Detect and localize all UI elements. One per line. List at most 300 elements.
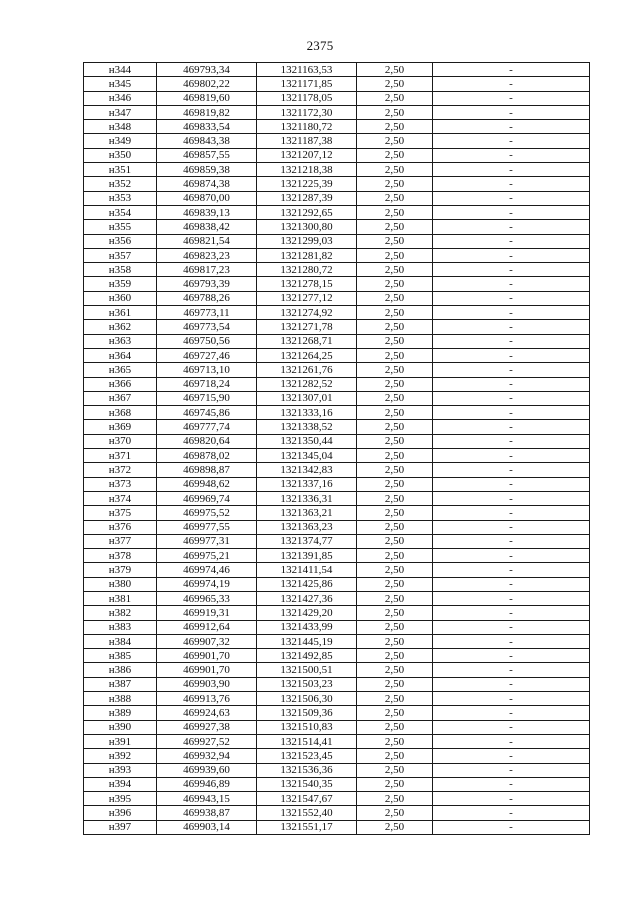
x-coordinate-cell: 469745,86	[157, 406, 257, 420]
point-id-cell: н385	[84, 649, 157, 663]
table-row	[84, 720, 590, 734]
point-id-cell: н397	[84, 820, 157, 834]
note-cell: -	[433, 348, 590, 362]
note-cell: -	[433, 663, 590, 677]
y-coordinate-cell: 1321342,83	[257, 463, 357, 477]
note-cell: -	[433, 506, 590, 520]
x-coordinate-cell: 469777,74	[157, 420, 257, 434]
y-coordinate-cell: 1321514,41	[257, 734, 357, 748]
point-id-cell: н345	[84, 77, 157, 91]
note-cell: -	[433, 91, 590, 105]
x-coordinate-cell: 469838,42	[157, 220, 257, 234]
note-cell: -	[433, 763, 590, 777]
x-coordinate-cell: 469870,00	[157, 191, 257, 205]
y-coordinate-cell: 1321292,65	[257, 205, 357, 219]
point-id-cell: н379	[84, 563, 157, 577]
accuracy-cell: 2,50	[357, 77, 433, 91]
x-coordinate-cell: 469727,46	[157, 348, 257, 362]
accuracy-cell: 2,50	[357, 449, 433, 463]
note-cell: -	[433, 248, 590, 262]
point-id-cell: н358	[84, 263, 157, 277]
x-coordinate-cell: 469977,55	[157, 520, 257, 534]
accuracy-cell: 2,50	[357, 191, 433, 205]
table-row	[84, 491, 590, 505]
accuracy-cell: 2,50	[357, 348, 433, 362]
y-coordinate-cell: 1321172,30	[257, 105, 357, 119]
table-row	[84, 606, 590, 620]
accuracy-cell: 2,50	[357, 777, 433, 791]
accuracy-cell: 2,50	[357, 563, 433, 577]
x-coordinate-cell: 469974,46	[157, 563, 257, 577]
accuracy-cell: 2,50	[357, 549, 433, 563]
table-row	[84, 563, 590, 577]
note-cell: -	[433, 63, 590, 77]
x-coordinate-cell: 469817,23	[157, 263, 257, 277]
table-row	[84, 391, 590, 405]
point-id-cell: н346	[84, 91, 157, 105]
accuracy-cell: 2,50	[357, 363, 433, 377]
table-row	[84, 534, 590, 548]
note-cell: -	[433, 820, 590, 834]
table-row	[84, 105, 590, 119]
x-coordinate-cell: 469969,74	[157, 491, 257, 505]
accuracy-cell: 2,50	[357, 692, 433, 706]
y-coordinate-cell: 1321500,51	[257, 663, 357, 677]
x-coordinate-cell: 469901,70	[157, 649, 257, 663]
x-coordinate-cell: 469843,38	[157, 134, 257, 148]
table-row	[84, 248, 590, 262]
table-row	[84, 191, 590, 205]
point-id-cell: н356	[84, 234, 157, 248]
x-coordinate-cell: 469821,54	[157, 234, 257, 248]
x-coordinate-cell: 469932,94	[157, 749, 257, 763]
table-row	[84, 134, 590, 148]
y-coordinate-cell: 1321281,82	[257, 248, 357, 262]
table-row	[84, 334, 590, 348]
y-coordinate-cell: 1321299,03	[257, 234, 357, 248]
x-coordinate-cell: 469819,60	[157, 91, 257, 105]
table-row	[84, 234, 590, 248]
y-coordinate-cell: 1321225,39	[257, 177, 357, 191]
accuracy-cell: 2,50	[357, 391, 433, 405]
accuracy-cell: 2,50	[357, 634, 433, 648]
point-id-cell: н372	[84, 463, 157, 477]
table-row	[84, 749, 590, 763]
note-cell: -	[433, 534, 590, 548]
point-id-cell: н362	[84, 320, 157, 334]
note-cell: -	[433, 491, 590, 505]
note-cell: -	[433, 620, 590, 634]
x-coordinate-cell: 469965,33	[157, 591, 257, 605]
y-coordinate-cell: 1321336,31	[257, 491, 357, 505]
x-coordinate-cell: 469820,64	[157, 434, 257, 448]
y-coordinate-cell: 1321278,15	[257, 277, 357, 291]
table-row	[84, 406, 590, 420]
x-coordinate-cell: 469718,24	[157, 377, 257, 391]
y-coordinate-cell: 1321350,44	[257, 434, 357, 448]
point-id-cell: н391	[84, 734, 157, 748]
table-row	[84, 377, 590, 391]
y-coordinate-cell: 1321536,36	[257, 763, 357, 777]
point-id-cell: н388	[84, 692, 157, 706]
table-row	[84, 506, 590, 520]
y-coordinate-cell: 1321163,53	[257, 63, 357, 77]
x-coordinate-cell: 469839,13	[157, 205, 257, 219]
y-coordinate-cell: 1321363,23	[257, 520, 357, 534]
table-row	[84, 577, 590, 591]
y-coordinate-cell: 1321425,86	[257, 577, 357, 591]
point-id-cell: н386	[84, 663, 157, 677]
point-id-cell: н375	[84, 506, 157, 520]
note-cell: -	[433, 449, 590, 463]
accuracy-cell: 2,50	[357, 463, 433, 477]
y-coordinate-cell: 1321510,83	[257, 720, 357, 734]
x-coordinate-cell: 469912,64	[157, 620, 257, 634]
accuracy-cell: 2,50	[357, 534, 433, 548]
y-coordinate-cell: 1321492,85	[257, 649, 357, 663]
accuracy-cell: 2,50	[357, 377, 433, 391]
accuracy-cell: 2,50	[357, 577, 433, 591]
y-coordinate-cell: 1321433,99	[257, 620, 357, 634]
note-cell: -	[433, 406, 590, 420]
accuracy-cell: 2,50	[357, 91, 433, 105]
accuracy-cell: 2,50	[357, 763, 433, 777]
note-cell: -	[433, 205, 590, 219]
table-row	[84, 277, 590, 291]
x-coordinate-cell: 469878,02	[157, 449, 257, 463]
x-coordinate-cell: 469773,11	[157, 306, 257, 320]
y-coordinate-cell: 1321551,17	[257, 820, 357, 834]
accuracy-cell: 2,50	[357, 734, 433, 748]
coordinates-table	[83, 62, 590, 835]
table-row	[84, 649, 590, 663]
table-row	[84, 120, 590, 134]
accuracy-cell: 2,50	[357, 291, 433, 305]
point-id-cell: н384	[84, 634, 157, 648]
note-cell: -	[433, 649, 590, 663]
y-coordinate-cell: 1321207,12	[257, 148, 357, 162]
table-row	[84, 520, 590, 534]
point-id-cell: н395	[84, 792, 157, 806]
accuracy-cell: 2,50	[357, 177, 433, 191]
x-coordinate-cell: 469833,54	[157, 120, 257, 134]
accuracy-cell: 2,50	[357, 120, 433, 134]
point-id-cell: н393	[84, 763, 157, 777]
note-cell: -	[433, 120, 590, 134]
y-coordinate-cell: 1321337,16	[257, 477, 357, 491]
point-id-cell: н390	[84, 720, 157, 734]
table-row	[84, 63, 590, 77]
y-coordinate-cell: 1321363,21	[257, 506, 357, 520]
note-cell: -	[433, 77, 590, 91]
y-coordinate-cell: 1321540,35	[257, 777, 357, 791]
y-coordinate-cell: 1321180,72	[257, 120, 357, 134]
note-cell: -	[433, 734, 590, 748]
x-coordinate-cell: 469974,19	[157, 577, 257, 591]
table-row	[84, 420, 590, 434]
page-number: 2375	[306, 38, 334, 53]
note-cell: -	[433, 606, 590, 620]
x-coordinate-cell: 469903,14	[157, 820, 257, 834]
accuracy-cell: 2,50	[357, 806, 433, 820]
note-cell: -	[433, 320, 590, 334]
y-coordinate-cell: 1321171,85	[257, 77, 357, 91]
point-id-cell: н370	[84, 434, 157, 448]
accuracy-cell: 2,50	[357, 506, 433, 520]
table-row	[84, 477, 590, 491]
note-cell: -	[433, 520, 590, 534]
note-cell: -	[433, 591, 590, 605]
note-cell: -	[433, 434, 590, 448]
x-coordinate-cell: 469788,26	[157, 291, 257, 305]
accuracy-cell: 2,50	[357, 234, 433, 248]
table-row	[84, 91, 590, 105]
table-row	[84, 77, 590, 91]
y-coordinate-cell: 1321503,23	[257, 677, 357, 691]
table-row	[84, 677, 590, 691]
y-coordinate-cell: 1321411,54	[257, 563, 357, 577]
table-row	[84, 777, 590, 791]
y-coordinate-cell: 1321282,52	[257, 377, 357, 391]
accuracy-cell: 2,50	[357, 477, 433, 491]
accuracy-cell: 2,50	[357, 792, 433, 806]
accuracy-cell: 2,50	[357, 820, 433, 834]
note-cell: -	[433, 677, 590, 691]
y-coordinate-cell: 1321391,85	[257, 549, 357, 563]
point-id-cell: н383	[84, 620, 157, 634]
coordinates-table-body	[84, 63, 590, 835]
point-id-cell: н392	[84, 749, 157, 763]
note-cell: -	[433, 391, 590, 405]
point-id-cell: н364	[84, 348, 157, 362]
note-cell: -	[433, 277, 590, 291]
accuracy-cell: 2,50	[357, 606, 433, 620]
accuracy-cell: 2,50	[357, 520, 433, 534]
y-coordinate-cell: 1321280,72	[257, 263, 357, 277]
x-coordinate-cell: 469903,90	[157, 677, 257, 691]
accuracy-cell: 2,50	[357, 663, 433, 677]
note-cell: -	[433, 749, 590, 763]
table-row	[84, 163, 590, 177]
point-id-cell: н389	[84, 706, 157, 720]
note-cell: -	[433, 363, 590, 377]
accuracy-cell: 2,50	[357, 205, 433, 219]
note-cell: -	[433, 792, 590, 806]
table-row	[84, 692, 590, 706]
table-row	[84, 549, 590, 563]
x-coordinate-cell: 469859,38	[157, 163, 257, 177]
point-id-cell: н353	[84, 191, 157, 205]
table-row	[84, 291, 590, 305]
x-coordinate-cell: 469857,55	[157, 148, 257, 162]
y-coordinate-cell: 1321509,36	[257, 706, 357, 720]
point-id-cell: н360	[84, 291, 157, 305]
point-id-cell: н368	[84, 406, 157, 420]
point-id-cell: н369	[84, 420, 157, 434]
y-coordinate-cell: 1321287,39	[257, 191, 357, 205]
x-coordinate-cell: 469874,38	[157, 177, 257, 191]
accuracy-cell: 2,50	[357, 720, 433, 734]
x-coordinate-cell: 469715,90	[157, 391, 257, 405]
point-id-cell: н374	[84, 491, 157, 505]
accuracy-cell: 2,50	[357, 620, 433, 634]
point-id-cell: н350	[84, 148, 157, 162]
x-coordinate-cell: 469939,60	[157, 763, 257, 777]
point-id-cell: н363	[84, 334, 157, 348]
accuracy-cell: 2,50	[357, 220, 433, 234]
point-id-cell: н387	[84, 677, 157, 691]
accuracy-cell: 2,50	[357, 406, 433, 420]
y-coordinate-cell: 1321271,78	[257, 320, 357, 334]
note-cell: -	[433, 263, 590, 277]
x-coordinate-cell: 469975,21	[157, 549, 257, 563]
note-cell: -	[433, 577, 590, 591]
point-id-cell: н349	[84, 134, 157, 148]
table-row	[84, 634, 590, 648]
x-coordinate-cell: 469819,82	[157, 105, 257, 119]
accuracy-cell: 2,50	[357, 163, 433, 177]
accuracy-cell: 2,50	[357, 134, 433, 148]
note-cell: -	[433, 777, 590, 791]
note-cell: -	[433, 477, 590, 491]
note-cell: -	[433, 563, 590, 577]
note-cell: -	[433, 549, 590, 563]
table-row	[84, 148, 590, 162]
accuracy-cell: 2,50	[357, 306, 433, 320]
accuracy-cell: 2,50	[357, 63, 433, 77]
point-id-cell: н376	[84, 520, 157, 534]
table-row	[84, 792, 590, 806]
y-coordinate-cell: 1321300,80	[257, 220, 357, 234]
table-row	[84, 806, 590, 820]
y-coordinate-cell: 1321218,38	[257, 163, 357, 177]
x-coordinate-cell: 469948,62	[157, 477, 257, 491]
point-id-cell: н357	[84, 248, 157, 262]
table-row	[84, 177, 590, 191]
note-cell: -	[433, 306, 590, 320]
x-coordinate-cell: 469898,87	[157, 463, 257, 477]
point-id-cell: н365	[84, 363, 157, 377]
note-cell: -	[433, 806, 590, 820]
table-row	[84, 205, 590, 219]
point-id-cell: н348	[84, 120, 157, 134]
y-coordinate-cell: 1321277,12	[257, 291, 357, 305]
point-id-cell: н382	[84, 606, 157, 620]
table-row	[84, 620, 590, 634]
y-coordinate-cell: 1321261,76	[257, 363, 357, 377]
note-cell: -	[433, 634, 590, 648]
point-id-cell: н361	[84, 306, 157, 320]
note-cell: -	[433, 706, 590, 720]
note-cell: -	[433, 377, 590, 391]
table-row	[84, 591, 590, 605]
x-coordinate-cell: 469823,23	[157, 248, 257, 262]
point-id-cell: н378	[84, 549, 157, 563]
y-coordinate-cell: 1321187,38	[257, 134, 357, 148]
table-row	[84, 263, 590, 277]
note-cell: -	[433, 105, 590, 119]
accuracy-cell: 2,50	[357, 105, 433, 119]
x-coordinate-cell: 469907,32	[157, 634, 257, 648]
note-cell: -	[433, 220, 590, 234]
accuracy-cell: 2,50	[357, 677, 433, 691]
note-cell: -	[433, 163, 590, 177]
table-row	[84, 434, 590, 448]
point-id-cell: н381	[84, 591, 157, 605]
x-coordinate-cell: 469750,56	[157, 334, 257, 348]
note-cell: -	[433, 191, 590, 205]
note-cell: -	[433, 177, 590, 191]
point-id-cell: н373	[84, 477, 157, 491]
note-cell: -	[433, 234, 590, 248]
point-id-cell: н377	[84, 534, 157, 548]
point-id-cell: н396	[84, 806, 157, 820]
y-coordinate-cell: 1321333,16	[257, 406, 357, 420]
table-row	[84, 734, 590, 748]
table-row	[84, 320, 590, 334]
point-id-cell: н367	[84, 391, 157, 405]
table-row	[84, 220, 590, 234]
accuracy-cell: 2,50	[357, 491, 433, 505]
note-cell: -	[433, 291, 590, 305]
point-id-cell: н359	[84, 277, 157, 291]
accuracy-cell: 2,50	[357, 277, 433, 291]
y-coordinate-cell: 1321307,01	[257, 391, 357, 405]
point-id-cell: н355	[84, 220, 157, 234]
accuracy-cell: 2,50	[357, 420, 433, 434]
point-id-cell: н351	[84, 163, 157, 177]
note-cell: -	[433, 692, 590, 706]
y-coordinate-cell: 1321345,04	[257, 449, 357, 463]
accuracy-cell: 2,50	[357, 248, 433, 262]
table-row	[84, 820, 590, 834]
x-coordinate-cell: 469946,89	[157, 777, 257, 791]
y-coordinate-cell: 1321178,05	[257, 91, 357, 105]
y-coordinate-cell: 1321274,92	[257, 306, 357, 320]
x-coordinate-cell: 469975,52	[157, 506, 257, 520]
accuracy-cell: 2,50	[357, 320, 433, 334]
y-coordinate-cell: 1321427,36	[257, 591, 357, 605]
table-row	[84, 449, 590, 463]
y-coordinate-cell: 1321338,52	[257, 420, 357, 434]
x-coordinate-cell: 469943,15	[157, 792, 257, 806]
y-coordinate-cell: 1321264,25	[257, 348, 357, 362]
y-coordinate-cell: 1321445,19	[257, 634, 357, 648]
point-id-cell: н354	[84, 205, 157, 219]
x-coordinate-cell: 469901,70	[157, 663, 257, 677]
y-coordinate-cell: 1321552,40	[257, 806, 357, 820]
accuracy-cell: 2,50	[357, 706, 433, 720]
table-row	[84, 463, 590, 477]
x-coordinate-cell: 469927,52	[157, 734, 257, 748]
x-coordinate-cell: 469938,87	[157, 806, 257, 820]
y-coordinate-cell: 1321506,30	[257, 692, 357, 706]
x-coordinate-cell: 469793,39	[157, 277, 257, 291]
x-coordinate-cell: 469927,38	[157, 720, 257, 734]
table-row	[84, 363, 590, 377]
table-row	[84, 663, 590, 677]
x-coordinate-cell: 469919,31	[157, 606, 257, 620]
y-coordinate-cell: 1321429,20	[257, 606, 357, 620]
note-cell: -	[433, 148, 590, 162]
y-coordinate-cell: 1321268,71	[257, 334, 357, 348]
note-cell: -	[433, 334, 590, 348]
x-coordinate-cell: 469802,22	[157, 77, 257, 91]
accuracy-cell: 2,50	[357, 591, 433, 605]
accuracy-cell: 2,50	[357, 649, 433, 663]
note-cell: -	[433, 134, 590, 148]
point-id-cell: н344	[84, 63, 157, 77]
